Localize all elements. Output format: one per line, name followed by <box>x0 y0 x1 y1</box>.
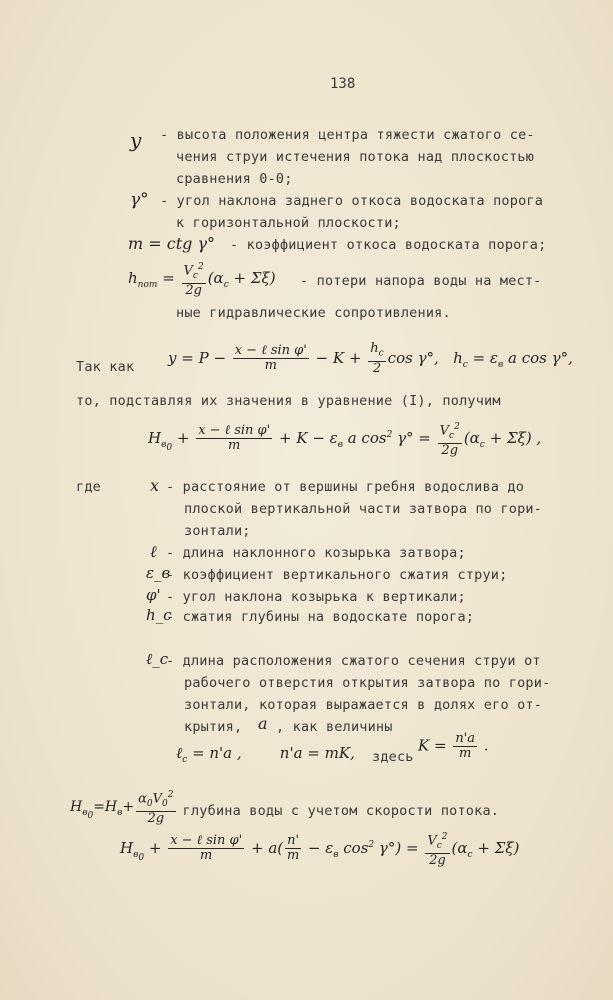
def-y-line3: сравнения 0-0; <box>176 171 293 187</box>
formula-hpot: $h_{пот}$ = $\frac{V_c^2}{2g}$ $(\alpha_c + \Sigma\xi)$ <box>128 262 276 298</box>
def-lc-line4-start: крытия, <box>184 719 243 735</box>
symbol-hc: h_c <box>146 606 172 624</box>
depth-def: - глубина воды с учетом скорости потока. <box>166 803 500 819</box>
def-epsilon-line1: - коэффициент вертикального сжатия струи; <box>166 567 508 583</box>
def-l-line1: - длина наклонного козырька затвора; <box>166 545 466 561</box>
def-lc-line4-end: , как величины <box>276 719 393 735</box>
def-lc-line1: - длина расположения сжатого сечения струи от <box>166 653 541 669</box>
tak-kak-label: Так как <box>76 359 135 375</box>
symbol-lc: ℓ_c <box>146 650 169 668</box>
formula-K-eq: K = $\frac{n'a}{m}$ . <box>418 731 489 761</box>
def-x-line1: - расстояние от вершины гребня водослива до <box>166 479 525 495</box>
formula-y-expression: y = P − $\frac{\text{x − ℓ sin φ'}}{m}$ − K + $\frac{h_c}{2}$ cos γ°, $h_c = \varepsilon_в$ a cos γ°, <box>168 341 573 376</box>
formula-m-ctg: m = ctg γ° <box>128 234 216 253</box>
def-y-line2: чения струи истечения потока над плоскостью <box>176 149 535 165</box>
formula-main-1: $H_{в_0}$ + $\frac{\text{x − ℓ sin φ'}}{m}$ + $K - \varepsilon_в$ a $\cos^2 \gamma^\circ$ = $\frac{V_c^2}{2g}$ $(\alpha_c + \Sigma\xi)$ , <box>148 422 542 458</box>
def-lc-line2: рабочего отверстия открытия затвора по гори- <box>184 675 551 691</box>
def-y-line1: - высота положения центра тяжести сжатого се- <box>160 127 535 143</box>
hpot-h: h <box>128 268 138 287</box>
def-lc-line3: зонтали, которая выражается в долях его от- <box>184 697 543 713</box>
symbol-x: x <box>150 476 160 495</box>
zdes-label: здесь <box>372 749 414 765</box>
formula-Hv0-def: $H_{в_0}=H_в+$ $\frac{\alpha_0V_0^2}{2g}$ <box>70 790 174 826</box>
symbol-a: a <box>258 714 268 733</box>
def-x-line2: плоской вертикальной части затвора по гори- <box>184 501 543 517</box>
symbol-epsilon: ε_в <box>146 564 171 582</box>
symbol-phi: φ' <box>146 586 161 604</box>
def-phi-line1: - угол наклона козырька к вертикали; <box>166 589 466 605</box>
def-gamma-line2: к горизонтальной плоскости; <box>176 215 401 231</box>
formula-lc-eq: ℓ$_c$ = n'a , n'a = mK, <box>176 744 355 765</box>
def-x-line3: зонтали; <box>184 523 251 539</box>
def-m-line1: - коэффициент откоса водоската порога; <box>230 237 547 253</box>
def-hpot-line2: ные гидравлические сопротивления. <box>176 305 451 321</box>
symbol-y: y <box>130 128 142 152</box>
symbol-gamma: γ° <box>130 190 149 210</box>
page-number: 138 <box>330 76 356 92</box>
symbol-l: ℓ <box>150 542 157 561</box>
def-hc-line1: - сжатия глубины на водоскате порога; <box>166 609 475 625</box>
def-hpot-line1: - потери напора воды на мест- <box>300 273 542 289</box>
formula-main-2: $H_{в_0}$ + $\frac{\text{x − ℓ sin φ'}}{m}$ + a( $\frac{n'}{m}$ − $\varepsilon_в$ $\cos^2 \gamma^\circ$) = $\frac{V_c^2}{2g}$ $(\alpha_c + \Sigma\xi)$ <box>120 832 520 868</box>
def-gamma-line1: - угол наклона заднего откоса водоската порога <box>160 193 544 209</box>
to-line: то, подставляя их значения в уравнение (I), получим <box>76 393 501 409</box>
hpot-sub: пот <box>137 279 158 290</box>
gde-label: где <box>76 479 101 495</box>
